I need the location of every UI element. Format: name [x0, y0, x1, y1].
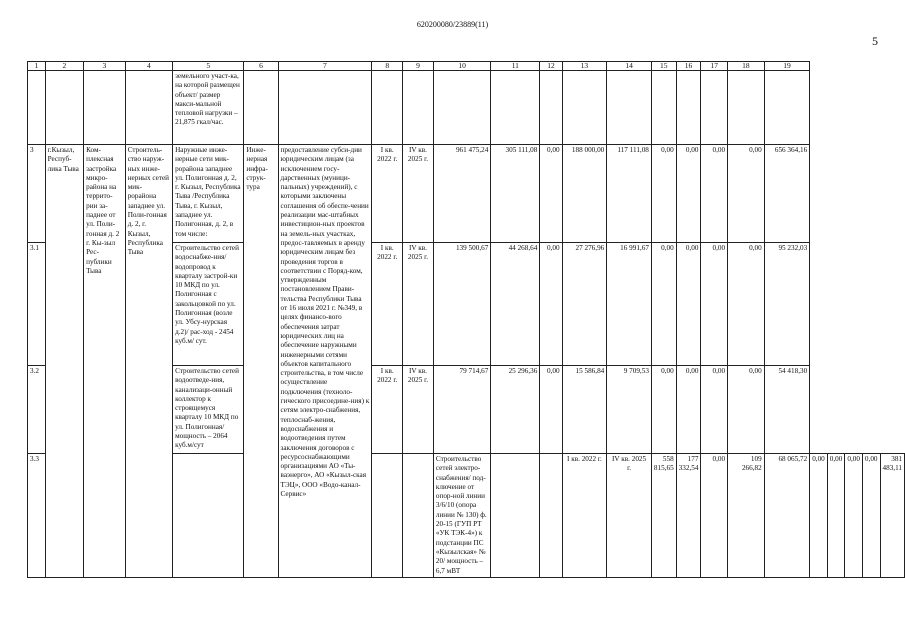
header-cell: 9	[403, 62, 434, 71]
row-number: 3.2	[28, 366, 46, 454]
value-col12: 0,00	[540, 243, 562, 366]
cell	[728, 71, 765, 145]
header-cell: 15	[651, 62, 676, 71]
row-number: 3	[28, 145, 46, 243]
value-col13: 109 266,82	[728, 454, 765, 578]
start-period: I кв. 2022 г.	[372, 243, 403, 366]
value-col14: 68 065,72	[764, 454, 809, 578]
header-cell: 7	[278, 62, 372, 71]
value-col16: 0,00	[676, 145, 701, 243]
cell	[676, 71, 701, 145]
header-cell: 11	[491, 62, 540, 71]
value-col18: 0,00	[728, 366, 765, 454]
page-number: 5	[872, 34, 878, 48]
cell	[433, 71, 490, 145]
cell	[651, 71, 676, 145]
value-col12: 0,00	[540, 366, 562, 454]
value-col16: 0,00	[676, 366, 701, 454]
cell	[84, 71, 126, 145]
cell	[764, 71, 809, 145]
header-cell: 4	[125, 62, 172, 71]
header-cell: 10	[433, 62, 490, 71]
header-cell: 1	[28, 62, 46, 71]
value-col10: 961 475,24	[433, 145, 490, 243]
value-col12: 0,00	[701, 454, 728, 578]
project-type-cell: Строитель-ство наруж-ных инже-нерных сетей мик-рорайона западнее ул. Поли-гонная д. 2, г. Кызыл, Республика Тыва	[125, 145, 172, 578]
value-col10: 139 500,67	[433, 243, 490, 366]
value-col17: 0,00	[701, 243, 728, 366]
header-cell: 14	[607, 62, 652, 71]
cell	[173, 454, 244, 578]
cell	[372, 454, 403, 578]
project-name-cell: Ком-плексная застройка микро-района на террито-рии за-паднее от ул. Поли-гонная д. 2 г. Кы-зыл Рес-публики Тыва	[84, 145, 126, 578]
value-col13: 27 276,96	[562, 243, 607, 366]
end-period: IV кв. 2025 г.	[403, 366, 434, 454]
column-header-row	[28, 62, 905, 71]
row-number: 3.1	[28, 243, 46, 366]
value-col14: 16 991,67	[607, 243, 652, 366]
cell	[244, 71, 278, 145]
table-row-3	[28, 145, 905, 243]
header-cell: 16	[676, 62, 701, 71]
object-description-cell: Наружные инже-нерные сети мик-рорайона западнее ул. Полигонная д. 2, г. Кызыл, Республика Тыва /Республика Тыва, г. Кызыл, западнее ул. Полигонная, д. 2, в том числе:	[173, 145, 244, 243]
value-col16: 0,00	[676, 243, 701, 366]
header-cell: 2	[45, 62, 83, 71]
value-col10: 79 714,67	[433, 366, 490, 454]
cell	[45, 71, 83, 145]
object-description-cell: земельного участ-ка, на которой размещен объект/ размер макси-мальной тепловой нагрузки – 21,875 гкал/час.	[173, 71, 244, 145]
end-period: IV кв. 2025 г.	[403, 243, 434, 366]
value-col19: 381 483,11	[880, 454, 905, 578]
value-col17: 0,00	[845, 454, 863, 578]
cell	[125, 71, 172, 145]
value-col14: 9 709,53	[607, 366, 652, 454]
cell	[562, 71, 607, 145]
cell	[540, 71, 562, 145]
value-col18: 0,00	[862, 454, 880, 578]
header-cell: 8	[372, 62, 403, 71]
value-col15: 0,00	[810, 454, 828, 578]
start-period: I кв. 2022 г.	[562, 454, 607, 578]
value-col15: 0,00	[651, 243, 676, 366]
value-col17: 0,00	[701, 145, 728, 243]
header-cell: 18	[728, 62, 765, 71]
row-number: 3.3	[28, 454, 46, 578]
cell	[278, 71, 372, 145]
cell	[28, 71, 46, 145]
header-cell: 19	[764, 62, 809, 71]
cell	[540, 454, 562, 578]
end-period: IV кв. 2025 г.	[607, 454, 652, 578]
cell	[403, 454, 434, 578]
value-col18: 0,00	[728, 145, 765, 243]
value-col13: 188 000,00	[562, 145, 607, 243]
start-period: I кв. 2022 г.	[372, 145, 403, 243]
start-period: I кв. 2022 г.	[372, 366, 403, 454]
project-table	[27, 61, 905, 578]
header-cell: 13	[562, 62, 607, 71]
value-col15: 0,00	[651, 145, 676, 243]
cell	[403, 71, 434, 145]
value-col12: 0,00	[540, 145, 562, 243]
cell	[491, 454, 540, 578]
location-cell: г.Кызыл, Респуб-лика Тыва	[45, 145, 83, 578]
document-id: 620200080/23889(11)	[416, 20, 489, 29]
value-col19: 95 232,03	[764, 243, 809, 366]
value-col11: 44 268,64	[491, 243, 540, 366]
header-cell: 3	[84, 62, 126, 71]
header-cell: 6	[244, 62, 278, 71]
object-description-cell: Строительство сетей водоснабже-ния/ водопровод к кварталу застрой-ки 10 МКД по ул. Полигонная с закольцовкой по ул. Полигонная (возле ул. Убсу-нурская д.2)/ рас-ход - 2454 куб.м/ сут.	[173, 243, 244, 366]
value-col10: 558 815,65	[651, 454, 676, 578]
value-col11: 305 111,08	[491, 145, 540, 243]
value-col17: 0,00	[701, 366, 728, 454]
value-col13: 15 586,84	[562, 366, 607, 454]
table-row-continuation	[28, 71, 905, 145]
value-col11: 177 332,54	[676, 454, 701, 578]
header-cell: 5	[173, 62, 244, 71]
value-col16: 0,00	[827, 454, 845, 578]
infrastructure-type-cell: Инже-нерная инфра-струк-тура	[244, 145, 278, 578]
end-period: IV кв. 2025 г.	[403, 145, 434, 243]
header-cell: 12	[540, 62, 562, 71]
cell	[701, 71, 728, 145]
value-col19: 656 364,16	[764, 145, 809, 243]
header-cell: 17	[701, 62, 728, 71]
support-measure-cell: предоставление субси-дии юридическим лицам (за исключением госу-дарственных (муници-пальных) учреждений), с которыми заключены соглашения об обеспе-чении реализации мас-штабных инвестицион-ных проектов на земель-ных участках, предос-тавляемых в аренду юридическим лицам без проведения торгов в соответствии с Поряд-ком, утвержденным постановлением Прави-тельства Республики Тыва от 16 июля 2021 г. №349, в целях финансо-вого обеспечения затрат юридических лиц на обеспечение наружными инженерными сетями объектов капитального строительства, в том числе осуществление подключения (техноло-гического присоедине-ния) к сетям электро-снабжения, теплоснаб-жения, водоснабжения и водоотведения путем заключения договоров с ресурсоснабжающими организациями АО «Ты-ваэнерго», АО «Кызыл-ская ТЭЦ», ООО «Водо-канал-Сервис»	[278, 145, 372, 578]
object-description-cell: Строительство сетей водоотведе-ния, канализаци-онный коллектор к строящемуся кварталу 10 МКД по ул. Полигонная/ мощность – 2064 куб.м/сут	[173, 366, 244, 454]
value-col19: 54 418,30	[764, 366, 809, 454]
object-description-cell: Строительство сетей электро-снабжения/ под-ключение от опор-ной линии 3/6/10 (опора линии № 130) ф. 20-15 (ГУП РТ «УК ТЭК-4») к подстанции ПС «Кызылская» № 20/ мощность – 6,7 мВТ	[433, 454, 490, 578]
value-col11: 25 296,36	[491, 366, 540, 454]
value-col18: 0,00	[728, 243, 765, 366]
cell	[491, 71, 540, 145]
cell	[372, 71, 403, 145]
value-col15: 0,00	[651, 366, 676, 454]
cell	[607, 71, 652, 145]
value-col14: 117 111,08	[607, 145, 652, 243]
